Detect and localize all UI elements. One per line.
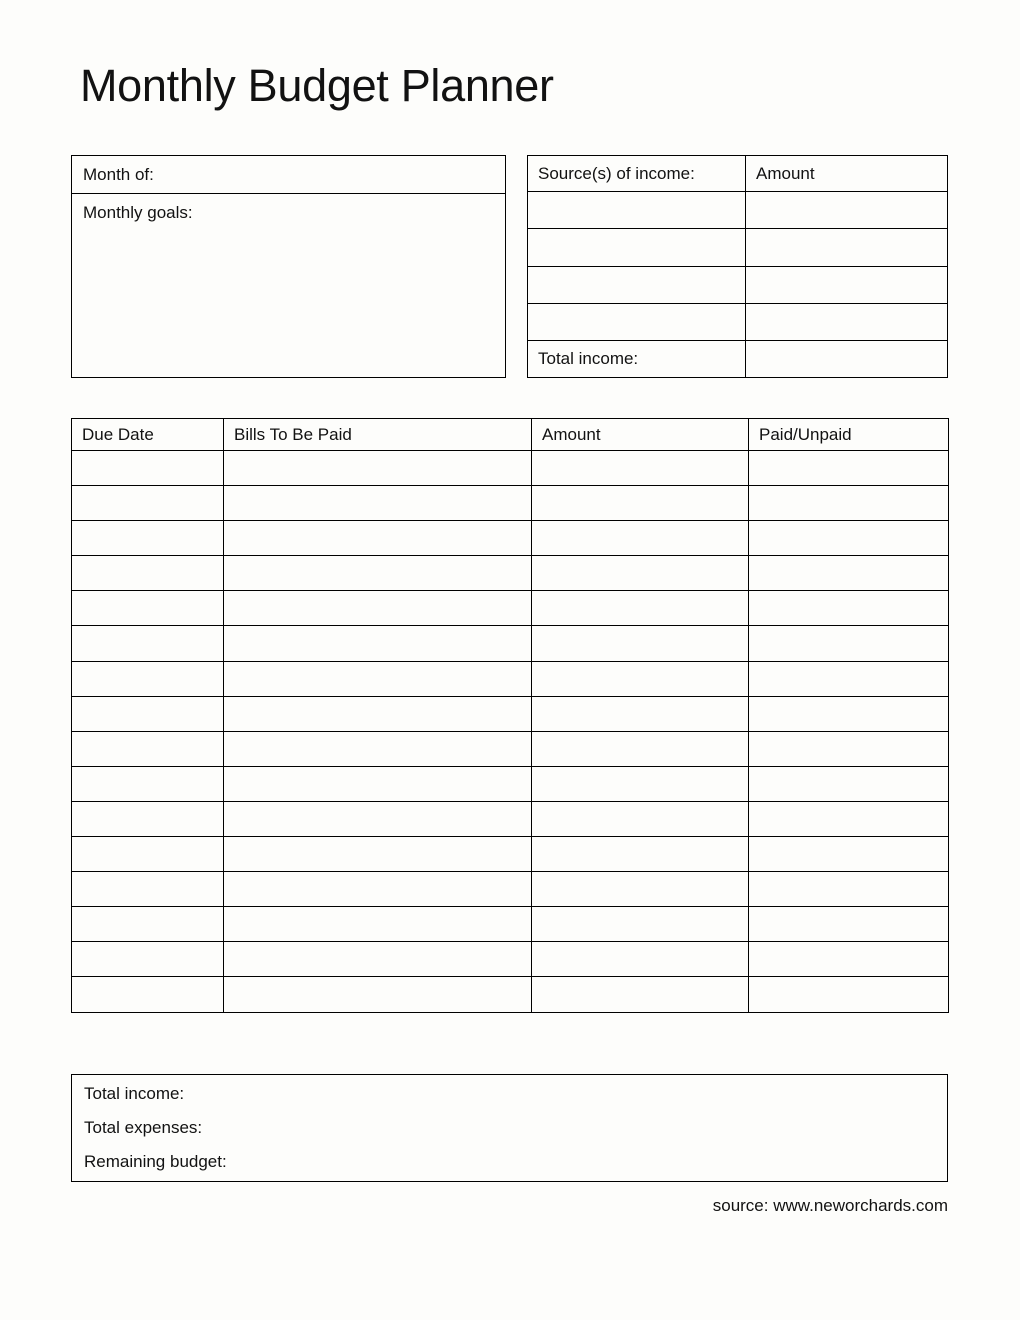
table-row <box>72 801 949 836</box>
empty-cell[interactable] <box>72 942 224 977</box>
paid-unpaid-header: Paid/Unpaid <box>749 419 949 451</box>
monthly-goals-label: Monthly goals: <box>83 203 193 222</box>
summary-total-income-label: Total income: <box>84 1084 185 1103</box>
empty-cell[interactable] <box>749 872 949 907</box>
empty-cell[interactable] <box>224 801 532 836</box>
empty-cell[interactable] <box>532 837 749 872</box>
empty-cell[interactable] <box>532 556 749 591</box>
summary-remaining-budget-label: Remaining budget: <box>84 1152 227 1171</box>
empty-cell[interactable] <box>532 766 749 801</box>
empty-cell[interactable] <box>72 907 224 942</box>
empty-cell[interactable] <box>224 696 532 731</box>
empty-cell[interactable] <box>749 907 949 942</box>
total-income-value-cell[interactable] <box>746 341 948 378</box>
empty-cell[interactable] <box>224 521 532 556</box>
bills-table <box>71 418 949 1013</box>
table-row <box>72 486 949 521</box>
table-row <box>72 556 949 591</box>
empty-cell[interactable] <box>224 661 532 696</box>
empty-cell[interactable] <box>746 303 948 340</box>
table-row <box>72 977 949 1012</box>
bills-table-header-row <box>72 419 949 451</box>
empty-cell[interactable] <box>532 451 749 486</box>
monthly-goals-area <box>72 194 505 377</box>
income-source-header: Source(s) of income: <box>528 156 746 192</box>
empty-cell[interactable] <box>532 521 749 556</box>
table-row <box>72 766 949 801</box>
empty-cell[interactable] <box>72 521 224 556</box>
empty-cell[interactable] <box>749 977 949 1012</box>
table-row <box>72 661 949 696</box>
monthly-goals-value-area[interactable] <box>83 223 494 368</box>
empty-cell[interactable] <box>528 266 746 303</box>
empty-cell[interactable] <box>72 696 224 731</box>
empty-cell[interactable] <box>72 591 224 626</box>
empty-cell[interactable] <box>746 266 948 303</box>
due-date-header: Due Date <box>72 419 224 451</box>
income-amount-header: Amount <box>746 156 948 192</box>
empty-cell[interactable] <box>72 451 224 486</box>
empty-cell[interactable] <box>749 451 949 486</box>
page-title: Monthly Budget Planner <box>80 60 554 111</box>
empty-cell[interactable] <box>224 591 532 626</box>
table-row <box>72 837 949 872</box>
empty-cell[interactable] <box>224 486 532 521</box>
empty-cell[interactable] <box>72 766 224 801</box>
table-row <box>72 731 949 766</box>
empty-cell[interactable] <box>749 801 949 836</box>
empty-cell[interactable] <box>532 907 749 942</box>
empty-cell[interactable] <box>749 731 949 766</box>
empty-cell[interactable] <box>224 451 532 486</box>
table-row <box>72 907 949 942</box>
empty-cell[interactable] <box>224 837 532 872</box>
table-row <box>72 696 949 731</box>
empty-cell[interactable] <box>72 977 224 1012</box>
summary-total-expenses-row <box>84 1111 935 1145</box>
empty-cell[interactable] <box>532 872 749 907</box>
empty-cell[interactable] <box>532 626 749 661</box>
bills-table-body <box>72 451 949 1013</box>
empty-cell[interactable] <box>224 556 532 591</box>
empty-cell[interactable] <box>532 801 749 836</box>
empty-cell[interactable] <box>532 696 749 731</box>
empty-cell[interactable] <box>72 661 224 696</box>
empty-cell[interactable] <box>224 872 532 907</box>
empty-cell[interactable] <box>749 696 949 731</box>
table-row <box>528 303 948 340</box>
empty-cell[interactable] <box>749 521 949 556</box>
empty-cell[interactable] <box>72 556 224 591</box>
source-credit: source: www.neworchards.com <box>712 1196 948 1215</box>
empty-cell[interactable] <box>749 942 949 977</box>
income-table-body <box>528 192 948 341</box>
empty-cell[interactable] <box>749 486 949 521</box>
empty-cell[interactable] <box>749 556 949 591</box>
empty-cell[interactable] <box>749 626 949 661</box>
empty-cell[interactable] <box>72 731 224 766</box>
empty-cell[interactable] <box>749 766 949 801</box>
empty-cell[interactable] <box>532 977 749 1012</box>
empty-cell[interactable] <box>528 192 746 229</box>
empty-cell[interactable] <box>532 731 749 766</box>
summary-remaining-budget-value-area[interactable] <box>227 1145 935 1179</box>
empty-cell[interactable] <box>224 731 532 766</box>
summary-total-expenses-value-area[interactable] <box>202 1111 935 1145</box>
empty-cell[interactable] <box>72 837 224 872</box>
empty-cell[interactable] <box>532 942 749 977</box>
empty-cell[interactable] <box>749 661 949 696</box>
month-of-row <box>72 156 505 194</box>
empty-cell[interactable] <box>749 837 949 872</box>
empty-cell[interactable] <box>72 626 224 661</box>
empty-cell[interactable] <box>72 872 224 907</box>
empty-cell[interactable] <box>224 626 532 661</box>
empty-cell[interactable] <box>746 192 948 229</box>
income-table <box>527 155 948 378</box>
month-goals-box <box>71 155 506 378</box>
table-row <box>528 229 948 266</box>
empty-cell[interactable] <box>224 766 532 801</box>
amount-header: Amount <box>532 419 749 451</box>
summary-total-income-value-area[interactable] <box>184 1077 935 1111</box>
empty-cell[interactable] <box>224 977 532 1012</box>
table-row <box>72 591 949 626</box>
empty-cell[interactable] <box>72 801 224 836</box>
empty-cell[interactable] <box>528 229 746 266</box>
summary-box <box>71 1074 948 1182</box>
empty-cell[interactable] <box>532 591 749 626</box>
bills-to-be-paid-header: Bills To Be Paid <box>224 419 532 451</box>
empty-cell[interactable] <box>224 942 532 977</box>
table-row <box>72 872 949 907</box>
empty-cell[interactable] <box>746 229 948 266</box>
month-of-label: Month of: <box>83 164 154 184</box>
summary-total-expenses-label: Total expenses: <box>84 1118 203 1137</box>
total-income-label: Total income: <box>528 341 746 378</box>
empty-cell[interactable] <box>224 907 532 942</box>
empty-cell[interactable] <box>528 303 746 340</box>
empty-cell[interactable] <box>749 591 949 626</box>
table-row <box>528 266 948 303</box>
empty-cell[interactable] <box>532 661 749 696</box>
table-row <box>72 626 949 661</box>
summary-remaining-budget-row <box>84 1145 935 1179</box>
table-row <box>72 451 949 486</box>
income-table-header-row <box>528 156 948 192</box>
empty-cell[interactable] <box>532 486 749 521</box>
summary-total-income-row <box>84 1077 935 1111</box>
table-row <box>72 942 949 977</box>
empty-cell[interactable] <box>72 486 224 521</box>
table-row <box>72 521 949 556</box>
month-of-value-area[interactable] <box>154 156 494 193</box>
income-total-row <box>528 341 948 378</box>
table-row <box>528 192 948 229</box>
top-row <box>71 155 948 378</box>
